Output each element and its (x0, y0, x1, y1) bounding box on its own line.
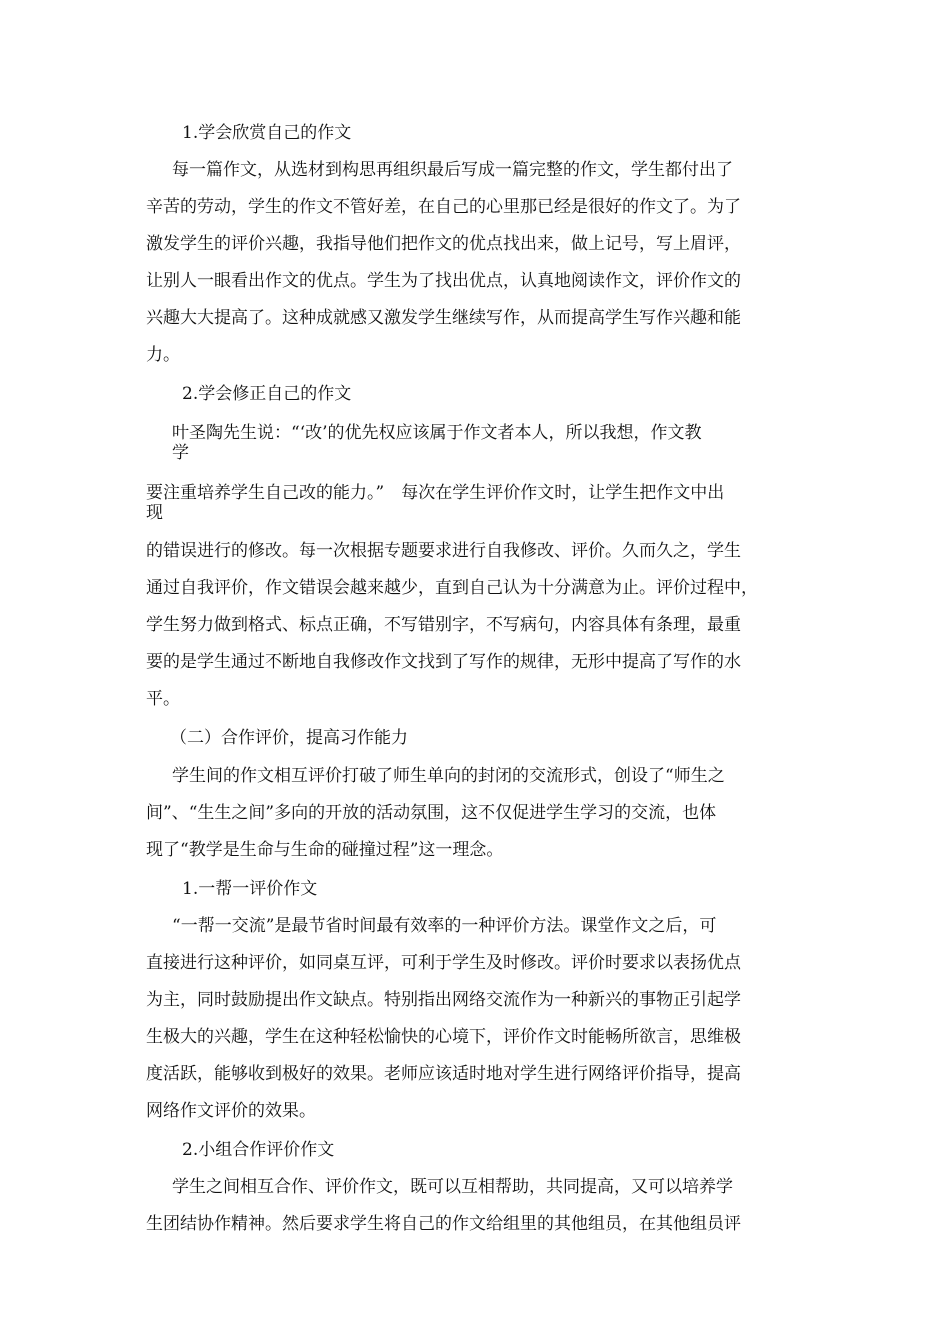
paragraph-line: 激发学生的评价兴趣，我指导他们把作文的优点找出来，做上记号，写上眉评， (146, 234, 741, 254)
paragraph-line: 每一篇作文，从选材到构思再组织最后写成一篇完整的作文，学生都付出了 (172, 160, 733, 180)
paragraph-line: 要注重培养学生自己改的能力。” 每次在学生评价作文时，让学生把作文中出 (146, 483, 725, 503)
subheading-4: 2.小组合作评价作文 (182, 1140, 335, 1160)
paragraph-line: 直接进行这种评价，如同桌互评，可利于学生及时修改。评价时要求以表扬优点 (146, 953, 741, 973)
subheading-3: 1.一帮一评价作文 (182, 879, 318, 899)
paragraph-line: 生极大的兴趣，学生在这种轻松愉快的心境下，评价作文时能畅所欲言，思维极 (146, 1027, 741, 1047)
paragraph-line: 现 (146, 503, 163, 523)
paragraph-line: 通过自我评价，作文错误会越来越少，直到自己认为十分满意为止。评价过程中， (146, 578, 758, 598)
paragraph-line: 力。 (146, 345, 180, 365)
paragraph-line: 的错误进行的修改。每一次根据专题要求进行自我修改、评价。久而久之，学生 (146, 541, 741, 561)
paragraph-line: 生团结协作精神。然后要求学生将自己的作文给组里的其他组员，在其他组员评 (146, 1214, 741, 1234)
paragraph-line: 要的是学生通过不断地自我修改作文找到了写作的规律，无形中提高了写作的水 (146, 652, 741, 672)
paragraph-line: 辛苦的劳动，学生的作文不管好差，在自己的心里那已经是很好的作文了。为了 (146, 197, 741, 217)
paragraph-line: 间”、“生生之间”多向的开放的活动氛围，这不仅促进学生学习的交流，也体 (146, 803, 717, 823)
paragraph-line: 叶圣陶先生说：“‘改’的优先权应该属于作文者本人，所以我想，作文教 (172, 423, 702, 443)
paragraph-line: 学生努力做到格式、标点正确，不写错别字，不写病句，内容具体有条理，最重 (146, 615, 741, 635)
paragraph-line: “一帮一交流”是最节省时间最有效率的一种评价方法。课堂作文之后，可 (172, 916, 717, 936)
paragraph-line: 度活跃，能够收到极好的效果。老师应该适时地对学生进行网络评价指导，提高 (146, 1064, 741, 1084)
paragraph-line: 学生之间相互合作、评价作文，既可以互相帮助，共同提高，又可以培养学 (172, 1177, 733, 1197)
subheading-1: 1.学会欣赏自己的作文 (182, 123, 352, 143)
section-heading: （二）合作评价，提高习作能力 (170, 728, 408, 748)
paragraph-line: 兴趣大大提高了。这种成就感又激发学生继续写作，从而提高学生写作兴趣和能 (146, 308, 741, 328)
paragraph-line: 学 (172, 443, 189, 463)
paragraph-line: 为主，同时鼓励提出作文缺点。特别指出网络交流作为一种新兴的事物正引起学 (146, 990, 741, 1010)
paragraph-line: 学生间的作文相互评价打破了师生单向的封闭的交流形式，创设了“师生之 (172, 766, 725, 786)
paragraph-line: 平。 (146, 689, 180, 709)
paragraph-line: 让别人一眼看出作文的优点。学生为了找出优点，认真地阅读作文，评价作文的 (146, 271, 741, 291)
paragraph-line: 网络作文评价的效果。 (146, 1101, 316, 1121)
subheading-2: 2.学会修正自己的作文 (182, 384, 352, 404)
paragraph-line: 现了“教学是生命与生命的碰撞过程”这一理念。 (146, 840, 504, 860)
